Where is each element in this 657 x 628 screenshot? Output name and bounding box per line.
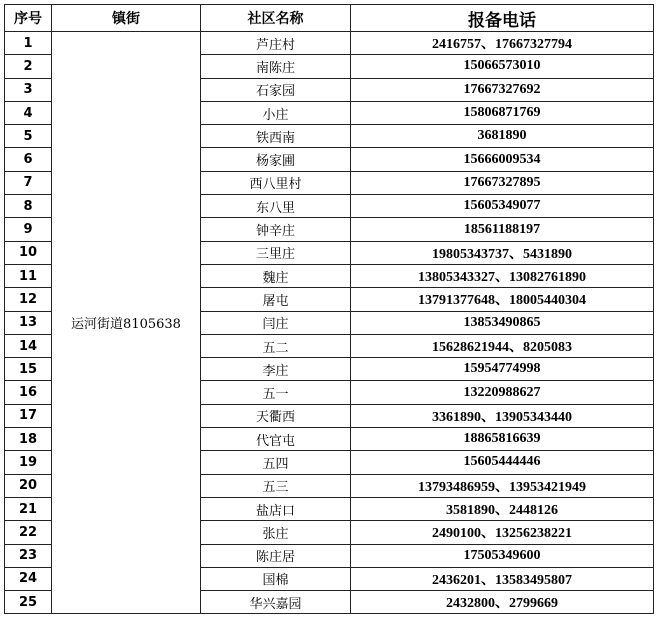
town-cell: 运河街道8105638	[52, 32, 201, 614]
row-index: 16	[5, 381, 52, 404]
row-index: 11	[5, 264, 52, 287]
row-index: 21	[5, 497, 52, 520]
row-index: 24	[5, 567, 52, 590]
report-phone: 13791377648、18005440304	[351, 288, 654, 311]
community-name: 华兴嘉园	[201, 591, 351, 614]
row-index: 13	[5, 311, 52, 334]
report-phone: 15806871769	[351, 101, 654, 124]
row-index: 18	[5, 428, 52, 451]
row-index: 10	[5, 241, 52, 264]
community-name: 杨家圃	[201, 148, 351, 171]
header-index: 序号	[5, 5, 52, 32]
community-name: 南陈庄	[201, 55, 351, 78]
report-phone: 15628621944、8205083	[351, 334, 654, 357]
community-name: 三里庄	[201, 241, 351, 264]
row-index: 1	[5, 32, 52, 55]
report-phone: 2490100、13256238221	[351, 521, 654, 544]
row-index: 19	[5, 451, 52, 474]
row-index: 23	[5, 544, 52, 567]
community-name: 李庄	[201, 358, 351, 381]
report-phone: 3581890、2448126	[351, 497, 654, 520]
row-index: 4	[5, 101, 52, 124]
community-name: 陈庄居	[201, 544, 351, 567]
community-name: 代官屯	[201, 428, 351, 451]
community-name: 钟辛庄	[201, 218, 351, 241]
row-index: 15	[5, 358, 52, 381]
community-name: 五二	[201, 334, 351, 357]
community-name: 天衢西	[201, 404, 351, 427]
row-index: 5	[5, 125, 52, 148]
community-name: 国棉	[201, 567, 351, 590]
row-index: 7	[5, 171, 52, 194]
row-index: 3	[5, 78, 52, 101]
report-phone: 13853490865	[351, 311, 654, 334]
row-index: 6	[5, 148, 52, 171]
report-phone: 13793486959、13953421949	[351, 474, 654, 497]
community-name: 魏庄	[201, 264, 351, 287]
report-phone: 15954774998	[351, 358, 654, 381]
community-phone-table	[4, 4, 654, 614]
header-community: 社区名称	[201, 5, 351, 32]
report-phone: 2436201、13583495807	[351, 567, 654, 590]
row-index: 2	[5, 55, 52, 78]
community-name: 五一	[201, 381, 351, 404]
header-row	[5, 5, 654, 32]
community-name: 五三	[201, 474, 351, 497]
report-phone: 13805343327、13082761890	[351, 264, 654, 287]
community-name: 张庄	[201, 521, 351, 544]
table-body	[5, 32, 654, 614]
row-index: 25	[5, 591, 52, 614]
row-index: 20	[5, 474, 52, 497]
community-name: 石家园	[201, 78, 351, 101]
report-phone: 15066573010	[351, 55, 654, 78]
row-index: 9	[5, 218, 52, 241]
community-name: 铁西南	[201, 125, 351, 148]
community-name: 小庄	[201, 101, 351, 124]
report-phone: 17667327895	[351, 171, 654, 194]
report-phone: 19805343737、5431890	[351, 241, 654, 264]
row-index: 14	[5, 334, 52, 357]
header-town: 镇街	[52, 5, 201, 32]
report-phone: 13220988627	[351, 381, 654, 404]
report-phone: 3681890	[351, 125, 654, 148]
row-index: 8	[5, 195, 52, 218]
report-phone: 17505349600	[351, 544, 654, 567]
table-row	[5, 32, 654, 55]
report-phone: 15605444446	[351, 451, 654, 474]
community-name: 芦庄村	[201, 32, 351, 55]
community-name: 闫庄	[201, 311, 351, 334]
header-phone: 报备电话	[351, 5, 654, 32]
row-index: 12	[5, 288, 52, 311]
report-phone: 18865816639	[351, 428, 654, 451]
community-name: 五四	[201, 451, 351, 474]
report-phone: 15605349077	[351, 195, 654, 218]
community-name: 西八里村	[201, 171, 351, 194]
row-index: 17	[5, 404, 52, 427]
report-phone: 3361890、13905343440	[351, 404, 654, 427]
report-phone: 18561188197	[351, 218, 654, 241]
community-name: 东八里	[201, 195, 351, 218]
report-phone: 17667327692	[351, 78, 654, 101]
report-phone: 15666009534	[351, 148, 654, 171]
community-name: 盐店口	[201, 497, 351, 520]
row-index: 22	[5, 521, 52, 544]
report-phone: 2416757、17667327794	[351, 32, 654, 55]
community-name: 屠屯	[201, 288, 351, 311]
report-phone: 2432800、2799669	[351, 591, 654, 614]
